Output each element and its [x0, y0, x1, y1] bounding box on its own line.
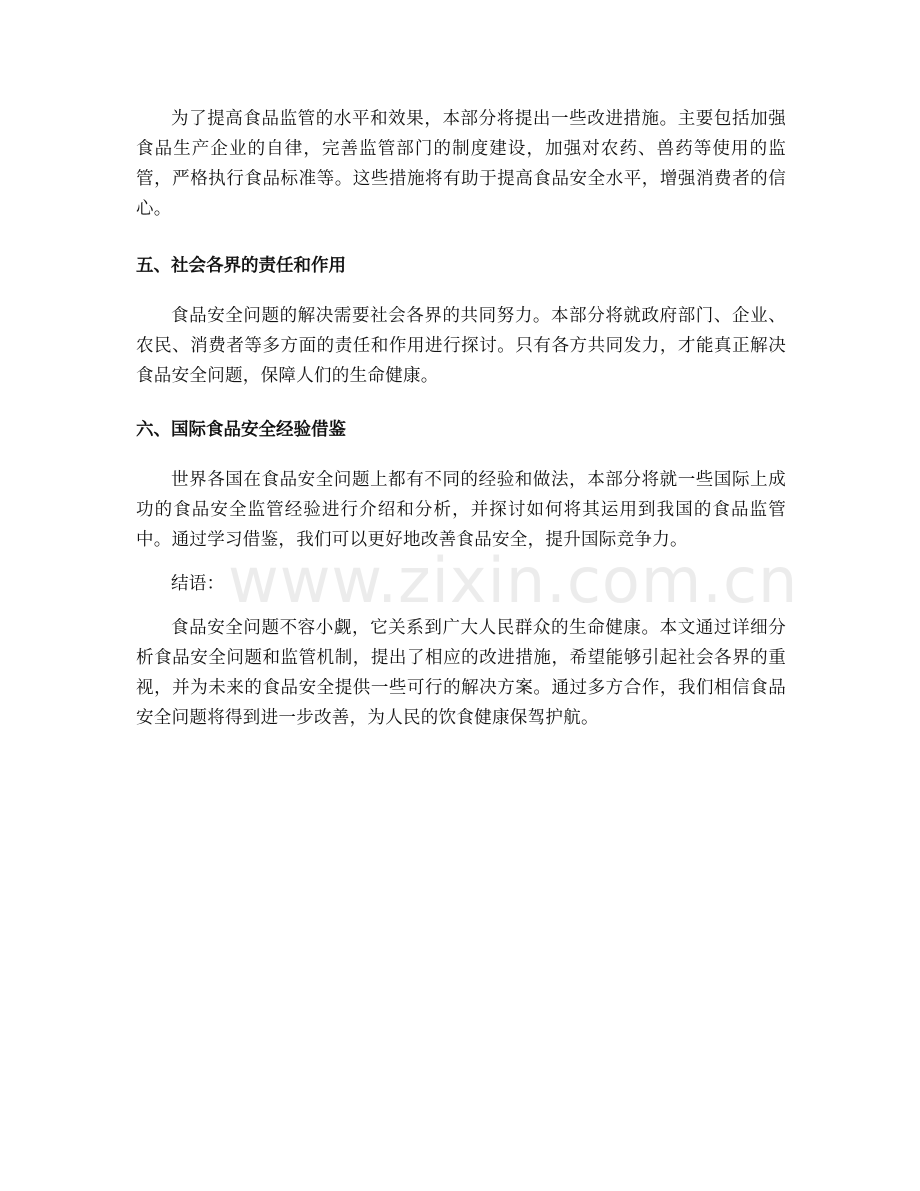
section-heading-5: 五、社会各界的责任和作用: [136, 256, 346, 276]
section-heading-6: 六、国际食品安全经验借鉴: [136, 420, 346, 440]
paragraph-social-responsibility: 食品安全问题的解决需要社会各界的共同努力。本部分将就政府部门、企业、农民、消费者等多方面的责任和作用进行探讨。只有各方共同发力，才能真正解决食品安全问题，保障人们的生命健康。: [136, 306, 786, 386]
paragraph-improvement-measures: 为了提高食品监管的水平和效果，本部分将提出一些改进措施。主要包括加强食品生产企业的自律，完善监管部门的制度建设，加强对农药、兽药等使用的监管，严格执行食品标准等。这些措施将有助于提高食品安全水平，增强消费者的信心。: [136, 109, 786, 219]
conclusion-label: 结语：: [171, 574, 225, 594]
paragraph-international-experience: 世界各国在食品安全问题上都有不同的经验和做法，本部分将就一些国际上成功的食品安全监管经验进行介绍和分析，并探讨如何将其运用到我国的食品监管中。通过学习借鉴，我们可以更好地改善食品安全，提升国际竞争力。: [136, 470, 786, 550]
paragraph-conclusion: 食品安全问题不容小觑，它关系到广大人民群众的生命健康。本文通过详细分析食品安全问题和监管机制，提出了相应的改进措施，希望能够引起社会各界的重视，并为未来的食品安全提供一些可行的解决方案。通过多方合作，我们相信食品安全问题将得到进一步改善，为人民的饮食健康保驾护航。: [136, 618, 786, 728]
watermark: www.zixin.com.cn: [228, 544, 799, 617]
document-body: [136, 104, 786, 733]
